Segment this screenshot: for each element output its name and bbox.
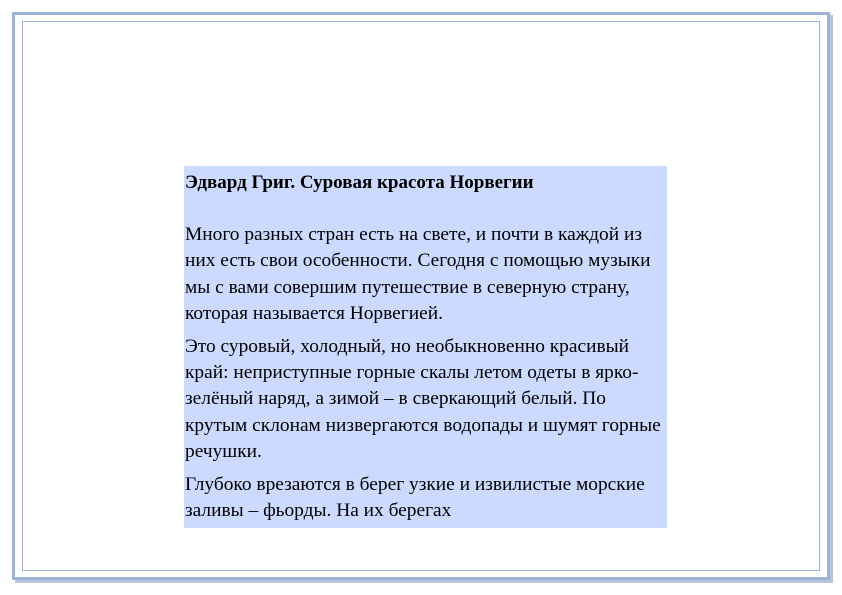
paragraph-3: Глубоко врезаются в берег узкие и извилистые морские заливы – фьорды. На их берегах <box>185 473 645 522</box>
paragraph-2: Это суровый, холодный, но необыкновенно красивый край: неприступные горные скалы летом одеты в ярко-зелёный наряд, а зимой – в сверкающий белый. По крутым склонам низвергаются водопады и шумят горные речушки. <box>185 335 661 463</box>
text-box <box>184 166 667 528</box>
slide-title: Эдвард Григ. Суровая красота Норвегии <box>185 172 534 193</box>
paragraph-1: Много разных стран есть на свете, и почти в каждой из них есть свои особенности. Сегодня с помощью музыки мы с вами совершим путешествие в северную страну, которая называется Норвегией. <box>185 224 651 325</box>
